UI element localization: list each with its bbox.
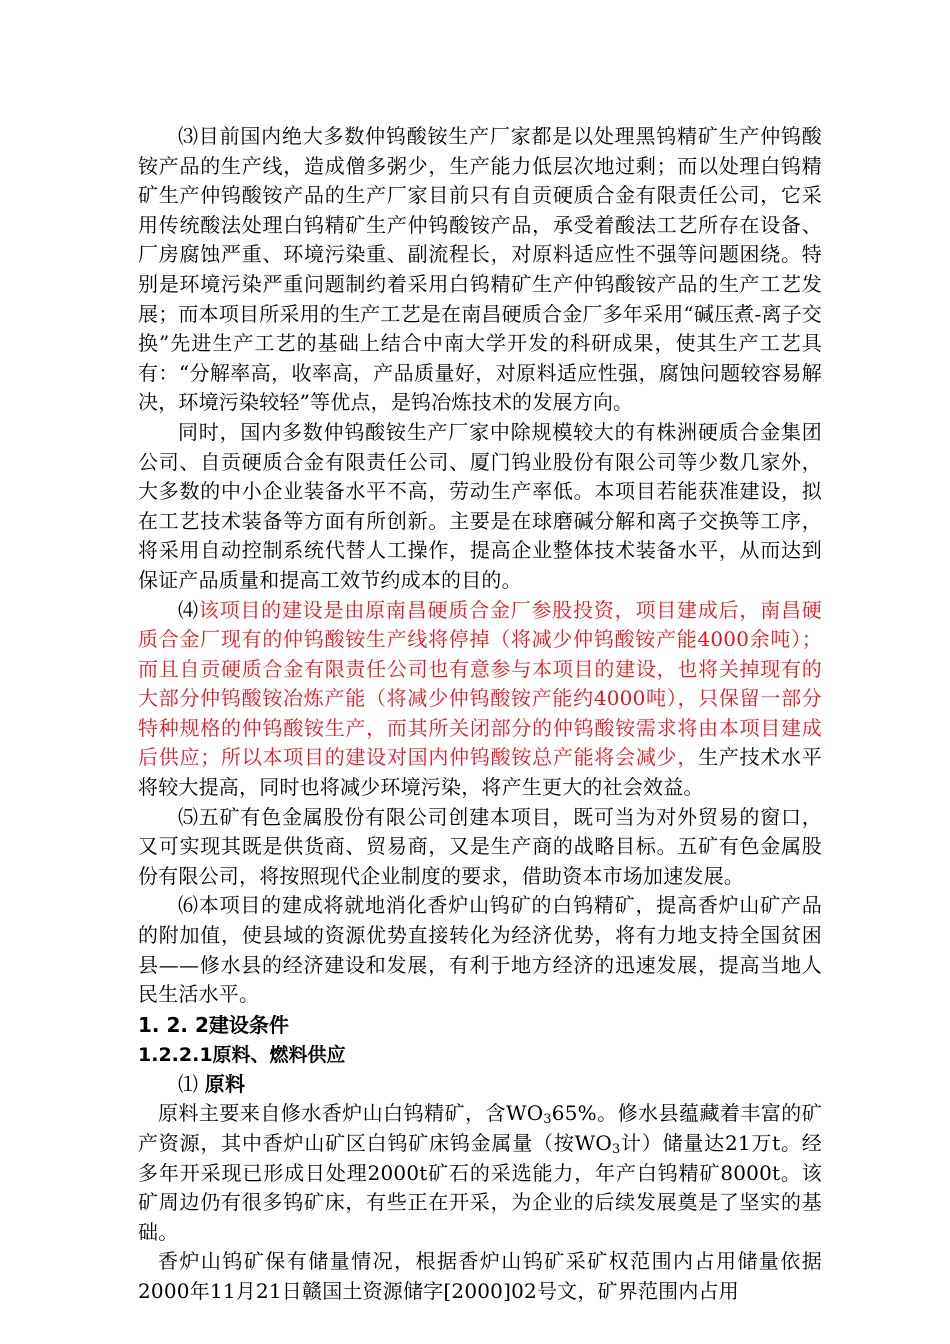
- subheading-raw-material: [138, 1070, 822, 1100]
- paragraph-meanwhile: 同时，国内多数仲钨酸铵生产厂家中除规模较大的有株洲硬质合金集团公司、自贡硬质合金有限责任公司、厦门钨业股份有限公司等少数几家外，大多数的中小企业装备水平不高，劳动生产率低。本项目若能获准建设，拟在工艺技术装备等方面有所创新。主要是在球磨碱分解和离子交换等工序，将采用自动控制系统代替人工操作，提高企业整体技术装备水平，从而达到保证产品质量和提高工效节约成本的目的。: [138, 419, 822, 592]
- raw-text-3: 计）储量达21万t。经多年开采现已形成日处理2000t矿石的采选能力，年产白钨精矿8000t。该矿周边仍有很多钨矿床，有些正在开采，为企业的后续发展奠是了坚实的基础。: [138, 1131, 823, 1244]
- paragraph-4-number: ⑷: [178, 597, 199, 622]
- paragraph-4: [138, 596, 822, 803]
- paragraph-5: ⑸五矿有色金属股份有限公司创建本项目，既可当为对外贸易的窗口，又可实现其既是供货商、贸易商，又是生产商的战略目标。五矿有色金属股份有限公司，将按照现代企业制度的要求，借助资本市场加速发展。: [138, 804, 822, 888]
- paragraph-raw-material: [138, 1099, 822, 1247]
- paragraph-4-rest: 生产技术水平将较大提高，同时也将减少环境污染，将产生更大的社会效益。: [138, 745, 822, 800]
- paragraph-reserves: 香炉山钨矿保有储量情况，根据香炉山钨矿采矿权范围内占用储量依据2000年11月21日赣国土资源储字[2000]02号文，矿界范围内占用: [138, 1249, 822, 1303]
- subscript-3: 3: [611, 1142, 621, 1157]
- raw-text-2: 65%。修水县蕴藏着丰富的矿产资源，其中香炉山矿区白钨矿床钨金属量（按WO: [138, 1101, 822, 1155]
- subheading-number: ⑴: [178, 1071, 205, 1096]
- paragraph-6: ⑹本项目的建成将就地消化香炉山钨矿的白钨精矿，提高香炉山矿产品的附加值，使县域的资源优势直接转化为经济优势，将有力地支持全国贫困县——修水县的经济建设和发展，有利于地方经济的迅速发展，提高当地人民生活水平。: [138, 893, 822, 1007]
- subheading-label: 原料: [204, 1071, 246, 1096]
- raw-text-1: 原料主要来自修水香炉山白钨精矿，含WO: [158, 1101, 544, 1126]
- section-heading-1-2-2-1: 1.2.2.1原料、燃料供应: [138, 1043, 346, 1066]
- paragraph-3: ⑶目前国内绝大多数仲钨酸铵生产厂家都是以处理黑钨精矿生产仲钨酸铵产品的生产线，造成僧多粥少，生产能力低层次地过剩；而以处理白钨精矿生产仲钨酸铵产品的生产厂家目前只有自贡硬质合金有限责任公司，它采用传统酸法处理白钨精矿生产仲钨酸铵产品，承受着酸法工艺所存在设备、厂房腐蚀严重、环境污染重、副流程长，对原料适应性不强等问题困绕。特别是环境污染严重问题制约着采用白钨精矿生产仲钨酸铵产品的生产工艺发展；而本项目所采用的生产工艺是在南昌硬质合金厂多年采用“碱压煮-离子交换”先进生产工艺的基础上结合中南大学开发的科研成果，使其生产工艺具有：“分解率高，收率高，产品质量好，对原料适应性强，腐蚀问题较容易解决，环境污染较轻”等优点，是钨冶炼技术的发展方向。: [138, 124, 822, 415]
- subscript-3: 3: [543, 1112, 552, 1128]
- section-heading-1-2-2: 1. 2. 2建设条件: [138, 1012, 289, 1037]
- paragraph-4-highlight: 该项目的建设是由原南昌硬质合金厂参股投资，项目建成后，南昌硬质合金厂现有的仲钨酸铵生产线将停掉（将减少仲钨酸铵产能4000余吨）；而且自贡硬质合金有限责任公司也有意参与本项目的建设，也将关掉现有的大部分仲钨酸铵冶炼产能（将减少仲钨酸铵产能约4000吨），只保留一部分特种规格的仲钨酸铵生产，而其所关闭部分的仲钨酸铵需求将由本项目建成后供应；所以本项目的建设对国内仲钨酸铵总产能将会减少，: [138, 597, 822, 770]
